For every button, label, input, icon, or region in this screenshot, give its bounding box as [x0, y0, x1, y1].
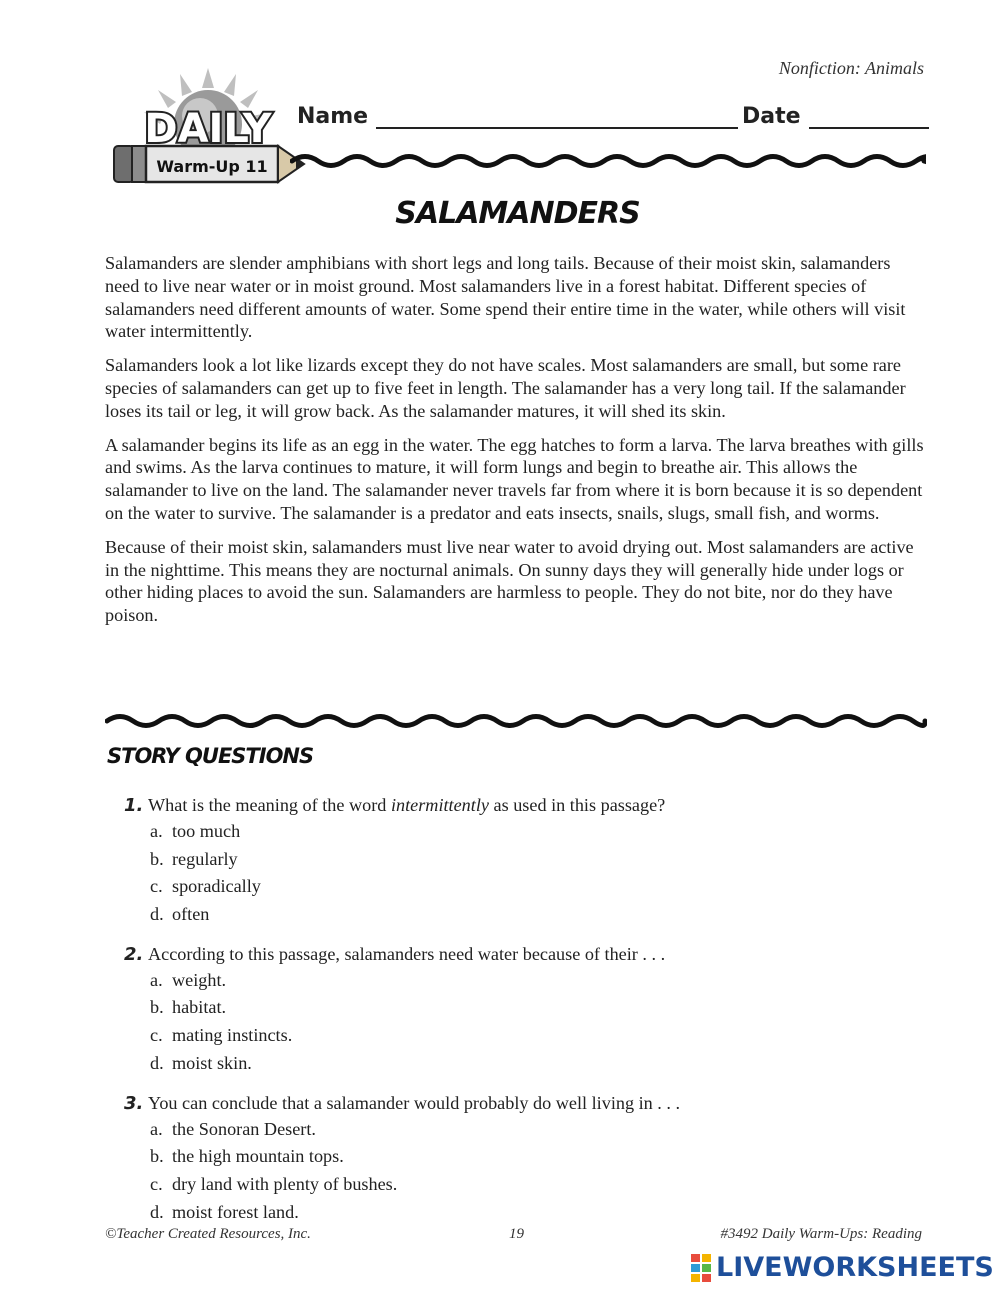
option-text: the Sonoran Desert.	[172, 1118, 316, 1139]
questions-list	[124, 792, 924, 1238]
option-text: sporadically	[172, 876, 261, 897]
question-text: What is the meaning of the word	[148, 795, 391, 815]
question-number: 3.	[124, 1092, 144, 1114]
option-text: regularly	[172, 848, 238, 869]
daily-warmup-logo	[108, 64, 308, 188]
option-text: mating instincts.	[172, 1025, 293, 1046]
liveworksheets-watermark	[690, 1252, 994, 1283]
option-text: weight.	[172, 969, 227, 990]
question-emphasis: intermittently	[390, 795, 489, 815]
option-letter: a.	[150, 969, 163, 990]
answer-option[interactable]	[150, 1022, 924, 1050]
name-label: Name	[297, 104, 369, 129]
question-number: 1.	[124, 795, 144, 816]
liveworksheets-blocks-icon	[690, 1253, 712, 1283]
watermark-text: LIVEWORKSHEETS	[716, 1252, 994, 1283]
logo-subtitle: Warm-Up 11	[156, 157, 268, 176]
option-letter: d.	[150, 1052, 164, 1073]
option-text: dry land with plenty of bushes.	[172, 1173, 398, 1194]
passage-paragraph: Salamanders look a lot like lizards except they do not have scales. Most salamanders are small, but some rare species of salamanders can get up to five feet in length. The salamander has a very long tail. If the salamander loses its tail or leg, it will grow back. As the salamander matures, it will shed its skin.	[105, 355, 906, 421]
date-field[interactable]	[742, 104, 929, 129]
answer-option[interactable]	[150, 901, 924, 929]
answer-option[interactable]	[150, 1199, 924, 1227]
answer-option[interactable]	[150, 994, 924, 1022]
wave-divider-top	[290, 146, 926, 176]
answer-option[interactable]	[150, 873, 924, 901]
answer-option[interactable]	[150, 1143, 924, 1171]
option-text: moist forest land.	[172, 1201, 299, 1222]
date-input-line[interactable]	[809, 105, 929, 129]
question-item	[124, 941, 924, 1078]
category-label: Nonfiction: Animals	[778, 58, 924, 78]
option-text: moist skin.	[172, 1052, 252, 1073]
question-item	[124, 792, 924, 929]
option-letter: a.	[150, 1118, 163, 1139]
date-label: Date	[742, 104, 801, 129]
question-text: According to this passage, salamanders need water because of their . . .	[148, 943, 666, 964]
option-text: the high mountain tops.	[172, 1146, 344, 1167]
passage-paragraph: A salamander begins its life as an egg in the water. The egg hatches to form a larva. The larva breathes with gills and swims. As the larva continues to mature, it will form lungs and begin to breathe air. This allows the salamander to live on the land. The salamander never travels far from where it is born because it is so dependent on the water to survive. The salamander is a predator and eats insects, snails, slugs, small fish, and worms.	[105, 434, 924, 523]
option-text: habitat.	[172, 997, 227, 1018]
footer-page-number: 19	[509, 1226, 524, 1242]
logo-word: DAILY	[144, 106, 272, 152]
name-field[interactable]	[297, 104, 738, 129]
name-input-line[interactable]	[376, 105, 738, 129]
option-letter: b.	[150, 1146, 164, 1167]
page-title: SALAMANDERS	[395, 196, 640, 231]
passage-paragraph: Salamanders are slender amphibians with short legs and long tails. Because of their moist skin, salamanders need to live near water or in moist ground. Most salamanders live in a forest habitat. Different species of salamanders need different amounts of water. Some spend their entire time in the water, while others will visit water intermittently.	[105, 253, 906, 342]
answer-option[interactable]	[150, 1050, 924, 1078]
option-letter: d.	[150, 904, 164, 925]
wave-divider-middle	[105, 706, 927, 736]
footer-publisher: ©Teacher Created Resources, Inc.	[105, 1226, 311, 1242]
option-letter: c.	[150, 876, 163, 897]
option-text: too much	[172, 821, 241, 841]
option-letter: c.	[150, 1025, 163, 1046]
answer-option[interactable]	[150, 846, 924, 874]
question-item	[124, 1090, 924, 1227]
passage	[105, 252, 927, 638]
answer-option[interactable]	[150, 1116, 924, 1144]
question-text: You can conclude that a salamander would probably do well living in . . .	[148, 1092, 681, 1113]
option-letter: a.	[150, 821, 163, 841]
option-letter: c.	[150, 1173, 163, 1194]
option-letter: b.	[150, 848, 164, 869]
option-letter: b.	[150, 997, 164, 1018]
section-title: STORY QUESTIONS	[107, 744, 314, 768]
option-text: often	[172, 904, 210, 925]
answer-option[interactable]	[150, 818, 924, 846]
answer-option[interactable]	[150, 967, 924, 995]
option-letter: d.	[150, 1201, 164, 1222]
question-text-suffix: as used in this passage?	[488, 795, 666, 815]
footer-book-title: #3492 Daily Warm-Ups: Reading	[720, 1226, 922, 1242]
question-number: 2.	[124, 943, 144, 965]
answer-option[interactable]	[150, 1171, 924, 1199]
passage-paragraph: Because of their moist skin, salamanders must live near water to avoid drying out. Most salamanders are active in the nighttime. This means they are nocturnal animals. On sunny days they will generally hide under logs or other hiding places to avoid the sun. Salamanders are harmless to people. They do not bite, nor do they have poison.	[105, 536, 914, 626]
